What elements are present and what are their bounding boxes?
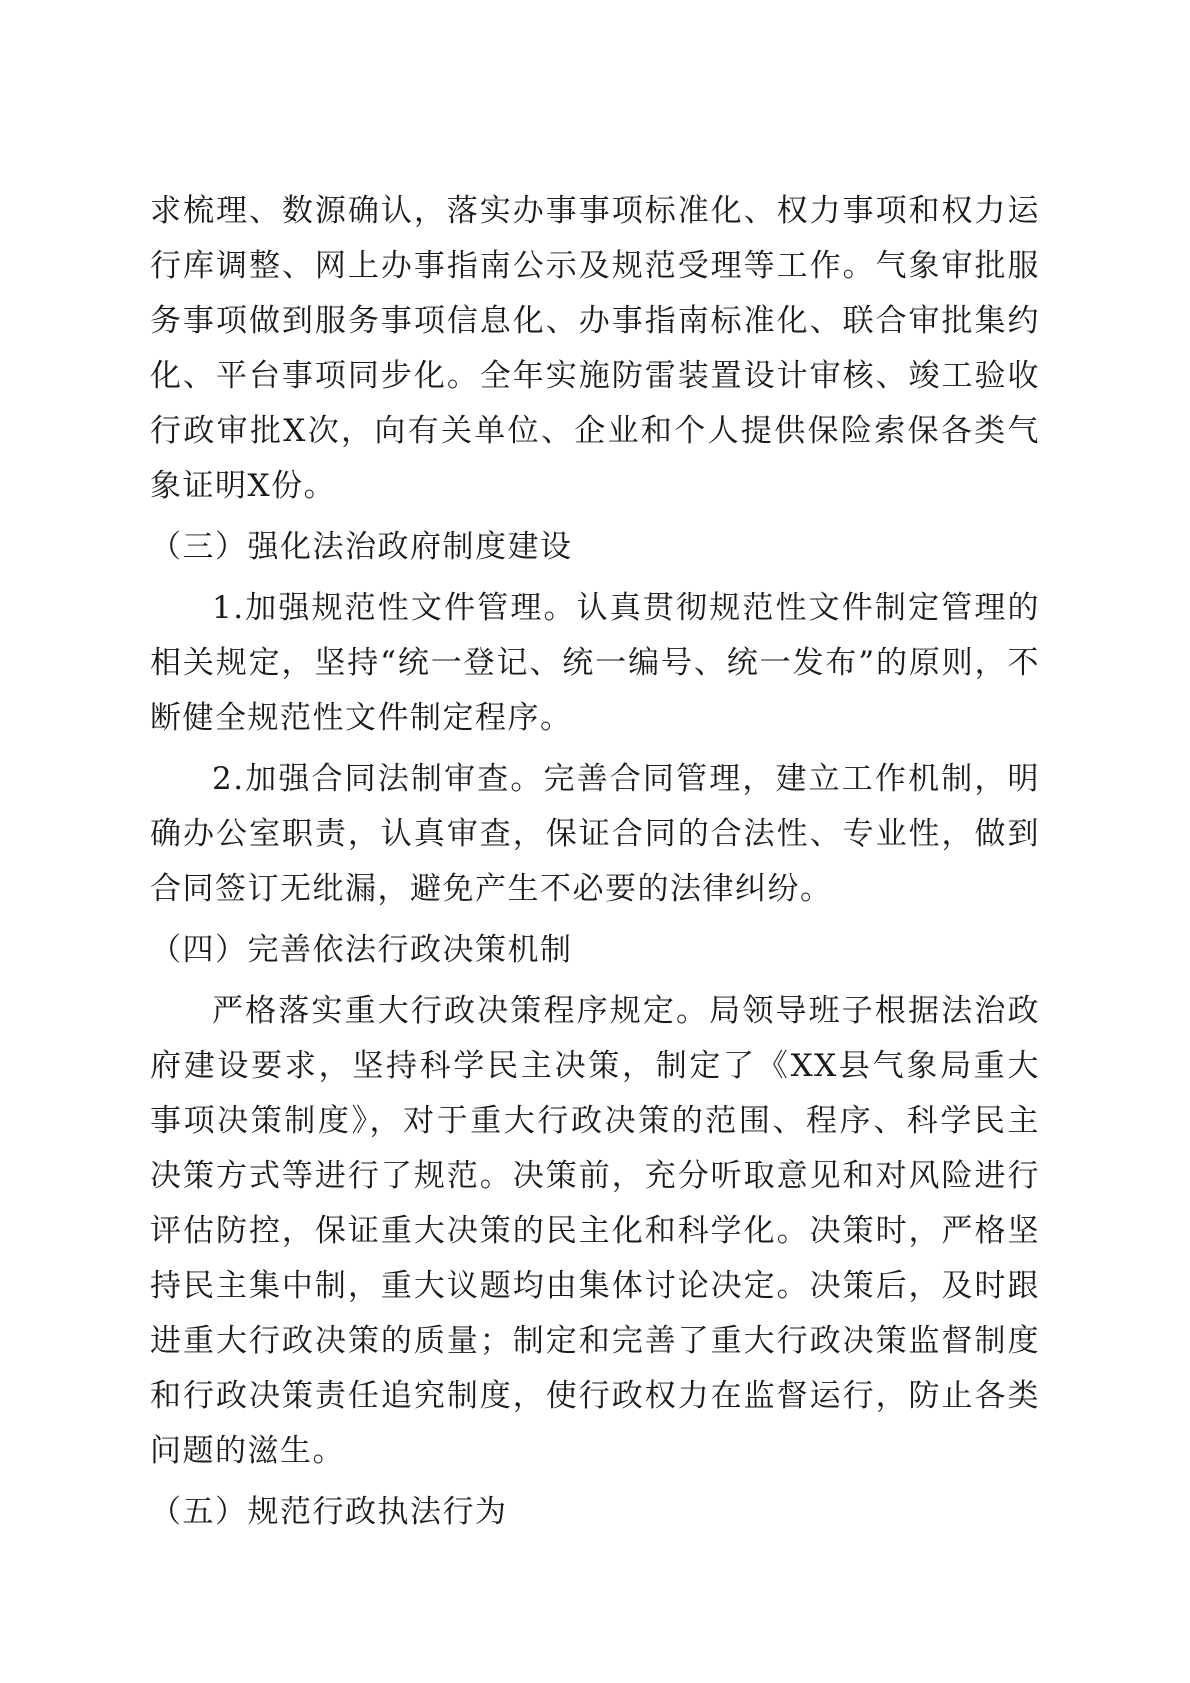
paragraph-continuation: 求梳理、数源确认，落实办事事项标准化、权力事项和权力运行库调整、网上办事指南公示及规范受理等工作。气象审批服务事项做到服务事项信息化、办事指南标准化、联合审批集约化、平台事项同步化。全年实施防雷装置设计审核、竣工验收行政审批X次，向有关单位、企业和个人提供保险索保各类气象证明X份。: [150, 193, 1040, 504]
paragraph-decision-procedure: 严格落实重大行政决策程序规定。局领导班子根据法治政府建设要求，坚持科学民主决策，制定了《XX县气象局重大事项决策制度》，对于重大行政决策的范围、程序、科学民主决策方式等进行了规范。决策前，充分听取意见和对风险进行评估防控，保证重大决策的民主化和科学化。决策时，严格坚持民主集中制，重大议题均由集体讨论决定。决策后，及时跟进重大行政决策的质量；制定和完善了重大行政决策监督制度和行政决策责任追究制度，使行政权力在监督运行，防止各类问题的滋生。: [150, 993, 1040, 1469]
document-body: [150, 178, 1040, 1540]
paragraph-normative-documents: 1.加强规范性文件管理。认真贯彻规范性文件制定管理的相关规定，坚持“统一登记、统一编号、统一发布”的原则，不断健全规范性文件制定程序。: [150, 590, 1040, 736]
section-heading-4: （四）完善依法行政决策机制: [150, 932, 573, 968]
section-heading-5: （五）规范行政执法行为: [150, 1494, 508, 1530]
paragraph-contract-review: 2.加强合同法制审查。完善合同管理，建立工作机制，明确办公室职责，认真审查，保证合同的合法性、专业性，做到合同签订无纰漏，避免产生不必要的法律纠纷。: [150, 761, 1040, 907]
section-heading-3: （三）强化法治政府制度建设: [150, 529, 573, 565]
